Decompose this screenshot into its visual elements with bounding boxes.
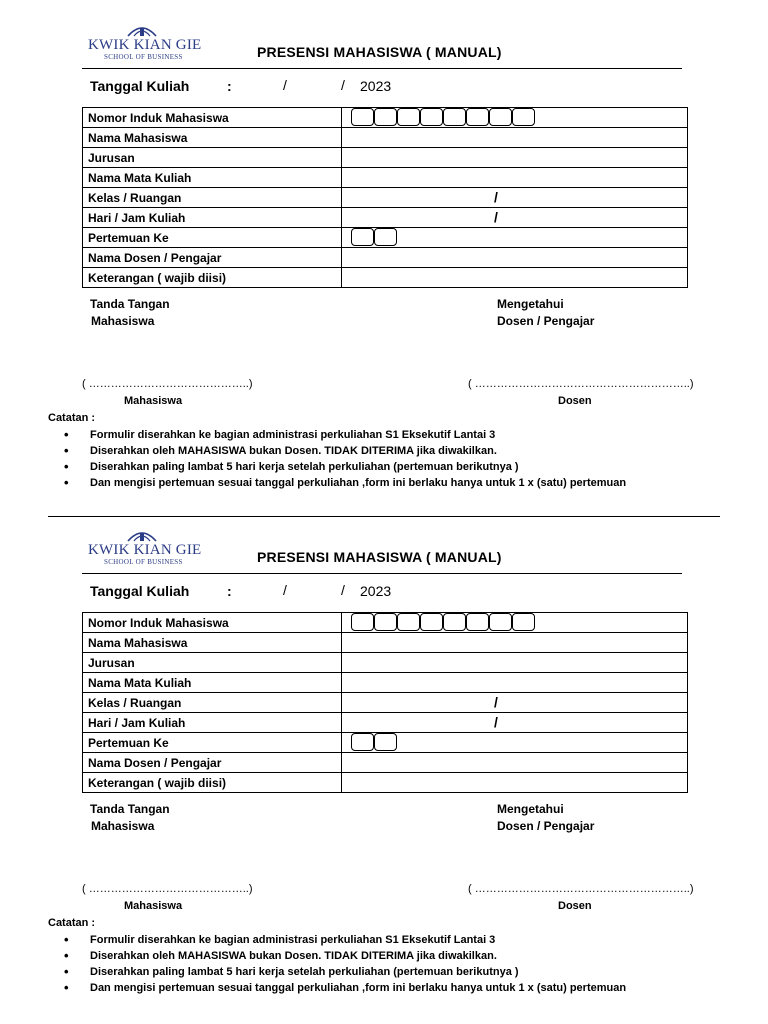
table-row (83, 653, 688, 673)
row-label: Hari / Jam Kuliah (83, 208, 342, 228)
row-label: Nomor Induk Mahasiswa (83, 108, 342, 128)
row-label: Kelas / Ruangan (83, 188, 342, 208)
title-divider (82, 573, 682, 574)
list-item: • Diserahkan oleh MAHASISWA bukan Dosen. TIDAK DITERIMA jika diwakilkan. (62, 948, 626, 964)
digit-box[interactable] (512, 108, 535, 126)
digit-box[interactable] (466, 613, 489, 631)
date-colon: : (227, 78, 232, 94)
field-separator: / (494, 209, 498, 225)
date-label: Tanggal Kuliah (90, 583, 190, 599)
table-row (83, 108, 688, 128)
course-name-field[interactable] (342, 168, 688, 188)
logo-subtitle: SCHOOL OF BUSINESS (104, 53, 183, 61)
list-item: • Formulir diserahkan ke bagian administrasi perkuliahan S1 Eksekutif Lantai 3 (62, 427, 626, 443)
row-label: Kelas / Ruangan (83, 693, 342, 713)
student-signature-label-2: Mahasiswa (91, 314, 155, 328)
field-separator: / (494, 714, 498, 730)
table-row (83, 713, 688, 733)
date-colon: : (227, 583, 232, 599)
remarks-field[interactable] (342, 268, 688, 288)
row-label: Keterangan ( wajib diisi) (83, 773, 342, 793)
nim-digit-boxes (351, 108, 535, 126)
digit-box[interactable] (489, 108, 512, 126)
notes-list (62, 427, 626, 491)
digit-box[interactable] (489, 613, 512, 631)
digit-box[interactable] (351, 108, 374, 126)
row-label: Nama Dosen / Pengajar (83, 248, 342, 268)
lecturer-signature-line[interactable]: ( …………………………………………………..) (468, 883, 694, 895)
student-signature-label: Tanda Tangan (90, 297, 170, 311)
digit-box[interactable] (443, 108, 466, 126)
course-name-field[interactable] (342, 673, 688, 693)
row-label: Jurusan (83, 653, 342, 673)
digit-box[interactable] (351, 228, 374, 246)
digit-box[interactable] (397, 613, 420, 631)
row-label: Jurusan (83, 148, 342, 168)
row-label: Nomor Induk Mahasiswa (83, 613, 342, 633)
logo-name: KWIK KIAN GIE (88, 37, 202, 53)
row-label: Nama Mata Kuliah (83, 673, 342, 693)
class-room-field[interactable] (342, 693, 688, 713)
kwik-kian-gie-logo (86, 23, 202, 61)
date-label: Tanggal Kuliah (90, 78, 190, 94)
nim-field[interactable] (342, 613, 688, 633)
lecturer-signature-line[interactable]: ( …………………………………………………..) (468, 378, 694, 390)
digit-box[interactable] (374, 613, 397, 631)
student-name-field[interactable] (342, 633, 688, 653)
digit-box[interactable] (374, 733, 397, 751)
digit-box[interactable] (443, 613, 466, 631)
day-time-field[interactable] (342, 208, 688, 228)
notes-title: Catatan : (48, 412, 96, 424)
table-row (83, 753, 688, 773)
digit-box[interactable] (420, 613, 443, 631)
logo-subtitle: SCHOOL OF BUSINESS (104, 558, 183, 566)
lecturer-caption: Dosen (558, 900, 592, 912)
table-row (83, 148, 688, 168)
date-separator-month: / (341, 582, 345, 598)
digit-box[interactable] (374, 108, 397, 126)
date-year: 2023 (360, 78, 392, 94)
nim-field[interactable] (342, 108, 688, 128)
student-caption: Mahasiswa (124, 395, 183, 407)
table-row (83, 128, 688, 148)
attendance-form-copy-2 (0, 505, 768, 1005)
list-item: • Formulir diserahkan ke bagian administrasi perkuliahan S1 Eksekutif Lantai 3 (62, 932, 626, 948)
lecturer-signature-label: Mengetahui (497, 802, 564, 816)
row-label: Keterangan ( wajib diisi) (83, 268, 342, 288)
meeting-digit-boxes (351, 733, 397, 751)
student-signature-label: Tanda Tangan (90, 802, 170, 816)
day-time-field[interactable] (342, 713, 688, 733)
meeting-number-field[interactable] (342, 733, 688, 753)
student-signature-line[interactable]: ( ……………………………………..) (82, 378, 253, 390)
student-caption: Mahasiswa (124, 900, 183, 912)
logo-name: KWIK KIAN GIE (88, 542, 202, 558)
lecturer-name-field[interactable] (342, 248, 688, 268)
lecturer-signature-label: Mengetahui (497, 297, 564, 311)
digit-box[interactable] (420, 108, 443, 126)
logo-emblem-icon (124, 23, 160, 37)
digit-box[interactable] (351, 613, 374, 631)
row-label: Pertemuan Ke (83, 228, 342, 248)
row-label: Hari / Jam Kuliah (83, 713, 342, 733)
digit-box[interactable] (466, 108, 489, 126)
attendance-form-copy-1 (0, 0, 768, 500)
table-row (83, 268, 688, 288)
table-row (83, 188, 688, 208)
date-separator-day: / (283, 77, 287, 93)
date-separator-day: / (283, 582, 287, 598)
lecturer-signature-label-2: Dosen / Pengajar (497, 819, 595, 833)
class-room-field[interactable] (342, 188, 688, 208)
row-label: Nama Mata Kuliah (83, 168, 342, 188)
lecturer-signature-label-2: Dosen / Pengajar (497, 314, 595, 328)
meeting-digit-boxes (351, 228, 397, 246)
lecturer-name-field[interactable] (342, 753, 688, 773)
table-row (83, 673, 688, 693)
table-row (83, 633, 688, 653)
remarks-field[interactable] (342, 773, 688, 793)
table-row (83, 248, 688, 268)
logo-emblem-icon (124, 528, 160, 542)
row-label: Nama Mahasiswa (83, 128, 342, 148)
table-row (83, 693, 688, 713)
row-label: Nama Mahasiswa (83, 633, 342, 653)
notes-list (62, 932, 626, 996)
student-info-table (82, 612, 688, 793)
student-signature-label-2: Mahasiswa (91, 819, 155, 833)
row-label: Nama Dosen / Pengajar (83, 753, 342, 773)
date-separator-month: / (341, 77, 345, 93)
list-item: • Dan mengisi pertemuan sesuai tanggal perkuliahan ,form ini berlaku hanya untuk 1 x (satu) pertemuan (62, 475, 626, 491)
student-signature-line[interactable]: ( ……………………………………..) (82, 883, 253, 895)
form-title: PRESENSI MAHASISWA ( MANUAL) (257, 549, 502, 565)
list-item: • Diserahkan paling lambat 5 hari kerja setelah perkuliahan (pertemuan berikutnya ) (62, 459, 626, 475)
digit-box[interactable] (374, 228, 397, 246)
major-field[interactable] (342, 653, 688, 673)
digit-box[interactable] (351, 733, 374, 751)
title-divider (82, 68, 682, 69)
list-item: • Diserahkan oleh MAHASISWA bukan Dosen. TIDAK DITERIMA jika diwakilkan. (62, 443, 626, 459)
major-field[interactable] (342, 148, 688, 168)
form-title: PRESENSI MAHASISWA ( MANUAL) (257, 44, 502, 60)
kwik-kian-gie-logo (86, 528, 202, 566)
list-item: • Dan mengisi pertemuan sesuai tanggal perkuliahan ,form ini berlaku hanya untuk 1 x (satu) pertemuan (62, 980, 626, 996)
student-name-field[interactable] (342, 128, 688, 148)
list-item: • Diserahkan paling lambat 5 hari kerja setelah perkuliahan (pertemuan berikutnya ) (62, 964, 626, 980)
table-row (83, 228, 688, 248)
field-separator: / (494, 189, 498, 205)
field-separator: / (494, 694, 498, 710)
nim-digit-boxes (351, 613, 535, 631)
lecturer-caption: Dosen (558, 395, 592, 407)
table-row (83, 733, 688, 753)
table-row (83, 168, 688, 188)
student-info-table (82, 107, 688, 288)
table-row (83, 613, 688, 633)
meeting-number-field[interactable] (342, 228, 688, 248)
notes-title: Catatan : (48, 917, 96, 929)
row-label: Pertemuan Ke (83, 733, 342, 753)
table-row (83, 208, 688, 228)
table-row (83, 773, 688, 793)
digit-box[interactable] (397, 108, 420, 126)
date-year: 2023 (360, 583, 392, 599)
digit-box[interactable] (512, 613, 535, 631)
